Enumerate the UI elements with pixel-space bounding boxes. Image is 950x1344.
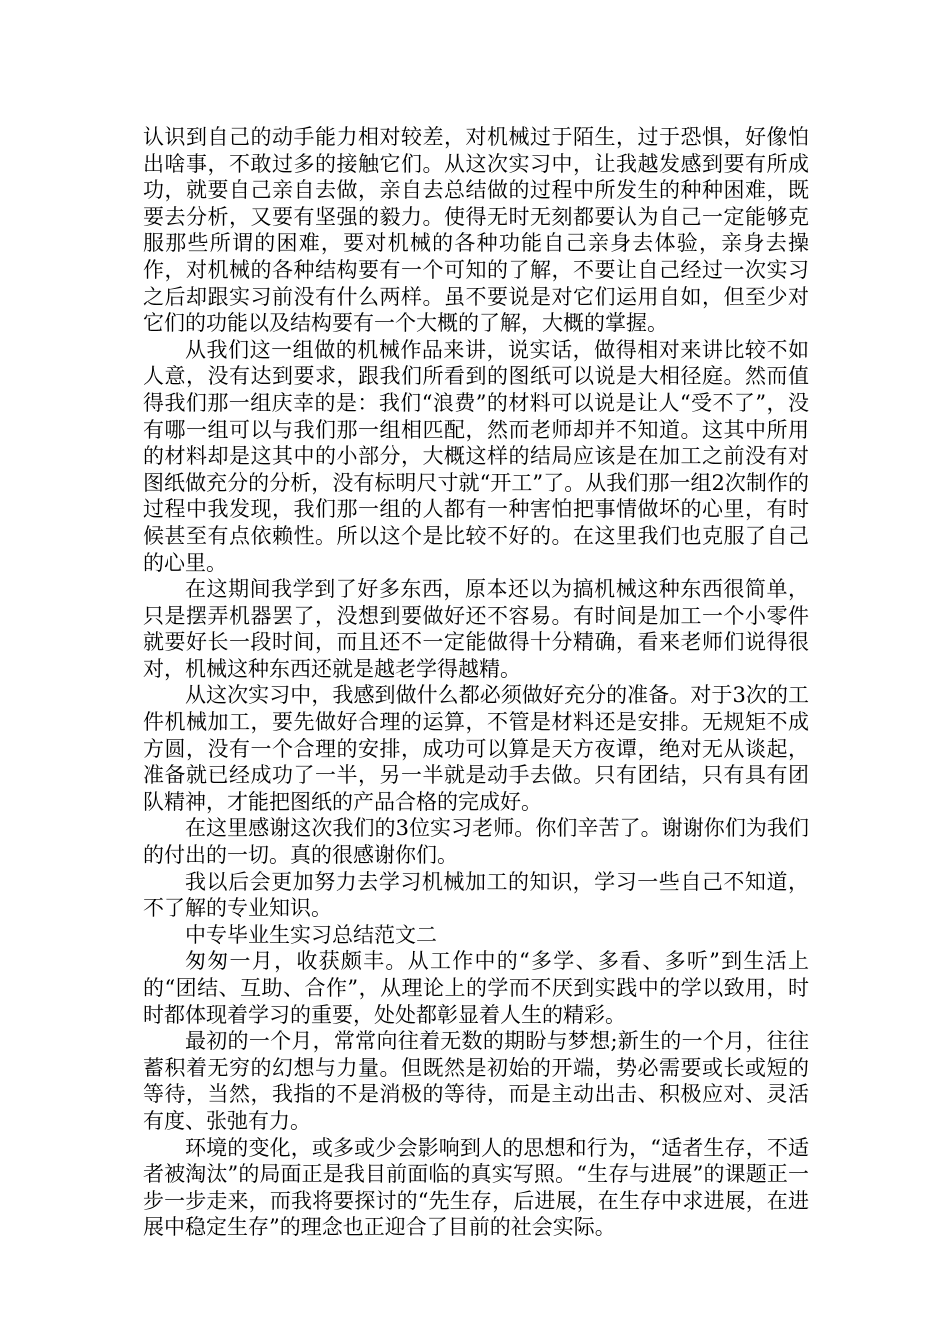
paragraph-3: 在这期间我学到了好多东西，原本还以为搞机械这种东西很简单，只是摆弄机器罢了，没想到要做好还不容易。有时间是加工一个小零件就要好长一段时间，而且还不一定能做得十分精确，看来老师们说得很对，机械这种东西还就是越老学得越精。 (143, 577, 809, 681)
paragraph-6: 我以后会更加努力去学习机械加工的知识，学习一些自己不知道，不了解的专业知识。 (143, 869, 809, 921)
document-body (143, 124, 809, 1241)
paragraph-5: 在这里感谢这次我们的3位实习老师。你们辛苦了。谢谢你们为我们的付出的一切。真的很感谢你们。 (143, 816, 809, 868)
paragraph-1: 认识到自己的动手能力相对较差，对机械过于陌生，过于恐惧，好像怕出啥事，不敢过多的接触它们。从这次实习中，让我越发感到要有所成功，就要自己亲自去做，亲自去总结做的过程中所发生的种种困难，既要去分析，又要有坚强的毅力。使得无时无刻都要认为自己一定能够克服那些所谓的困难，要对机械的各种功能自己亲身去体验，亲身去操作，对机械的各种结构要有一个可知的了解，不要让自己经过一次实习之后却跟实习前没有什么两样。虽不要说是对它们运用自如，但至少对它们的功能以及结构要有一个大概的了解，大概的掌握。 (143, 125, 809, 336)
paragraph-9: 最初的一个月，常常向往着无数的期盼与梦想;新生的一个月，往往蓄积着无穷的幻想与力量。但既然是初始的开端，势必需要或长或短的等待，当然，我指的不是消极的等待，而是主动出击、积极应对、灵活有度、张弛有力。 (143, 1029, 809, 1133)
paragraph-10: 环境的变化，或多或少会影响到人的思想和行为，“适者生存，不适者被淘汰”的局面正是我目前面临的真实写照。“生存与进展”的课题正一步一步走来，而我将要探讨的“先生存，后进展，在生存中求进展，在进展中稳定生存”的理念也正迎合了目前的社会实际。 (143, 1135, 809, 1240)
paragraph-8: 匆匆一月，收获颇丰。从工作中的“多学、多看、多听”到生活上的“团结、互助、合作”，从理论上的学而不厌到实践中的学以致用，时时都体现着学习的重要，处处都彰显着人生的精彩。 (143, 949, 809, 1027)
paragraph-4: 从这次实习中，我感到做什么都必须做好充分的准备。对于3次的工件机械加工，要先做好合理的运算，不管是材料还是安排。无规矩不成方圆，没有一个合理的安排，成功可以算是天方夜谭，绝对无从谈起，准备就已经成功了一半，另一半就是动手去做。只有团结，只有具有团队精神，才能把图纸的产品合格的完成好。 (143, 683, 809, 814)
section-heading: 中专毕业生实习总结范文二 (185, 922, 437, 947)
paragraph-2: 从我们这一组做的机械作品来讲，说实话，做得相对来讲比较不如人意，没有达到要求，跟我们所看到的图纸可以说是大相径庭。然而值得我们那一组庆幸的是：我们“浪费”的材料可以说是让人“受不了”，没有哪一组可以与我们那一组相匹配，然而老师却并不知道。这其中所用的材料却是这其中的小部分，大概这样的结局应该是在加工之前没有对图纸做充分的分析，没有标明尺寸就“开工”了。从我们那一组2次制作的过程中我发现，我们那一组的人都有一种害怕把事情做坏的心里，有时候甚至有点依赖性。所以这个是比较不好的。在这里我们也克服了自己的心里。 (143, 337, 809, 575)
